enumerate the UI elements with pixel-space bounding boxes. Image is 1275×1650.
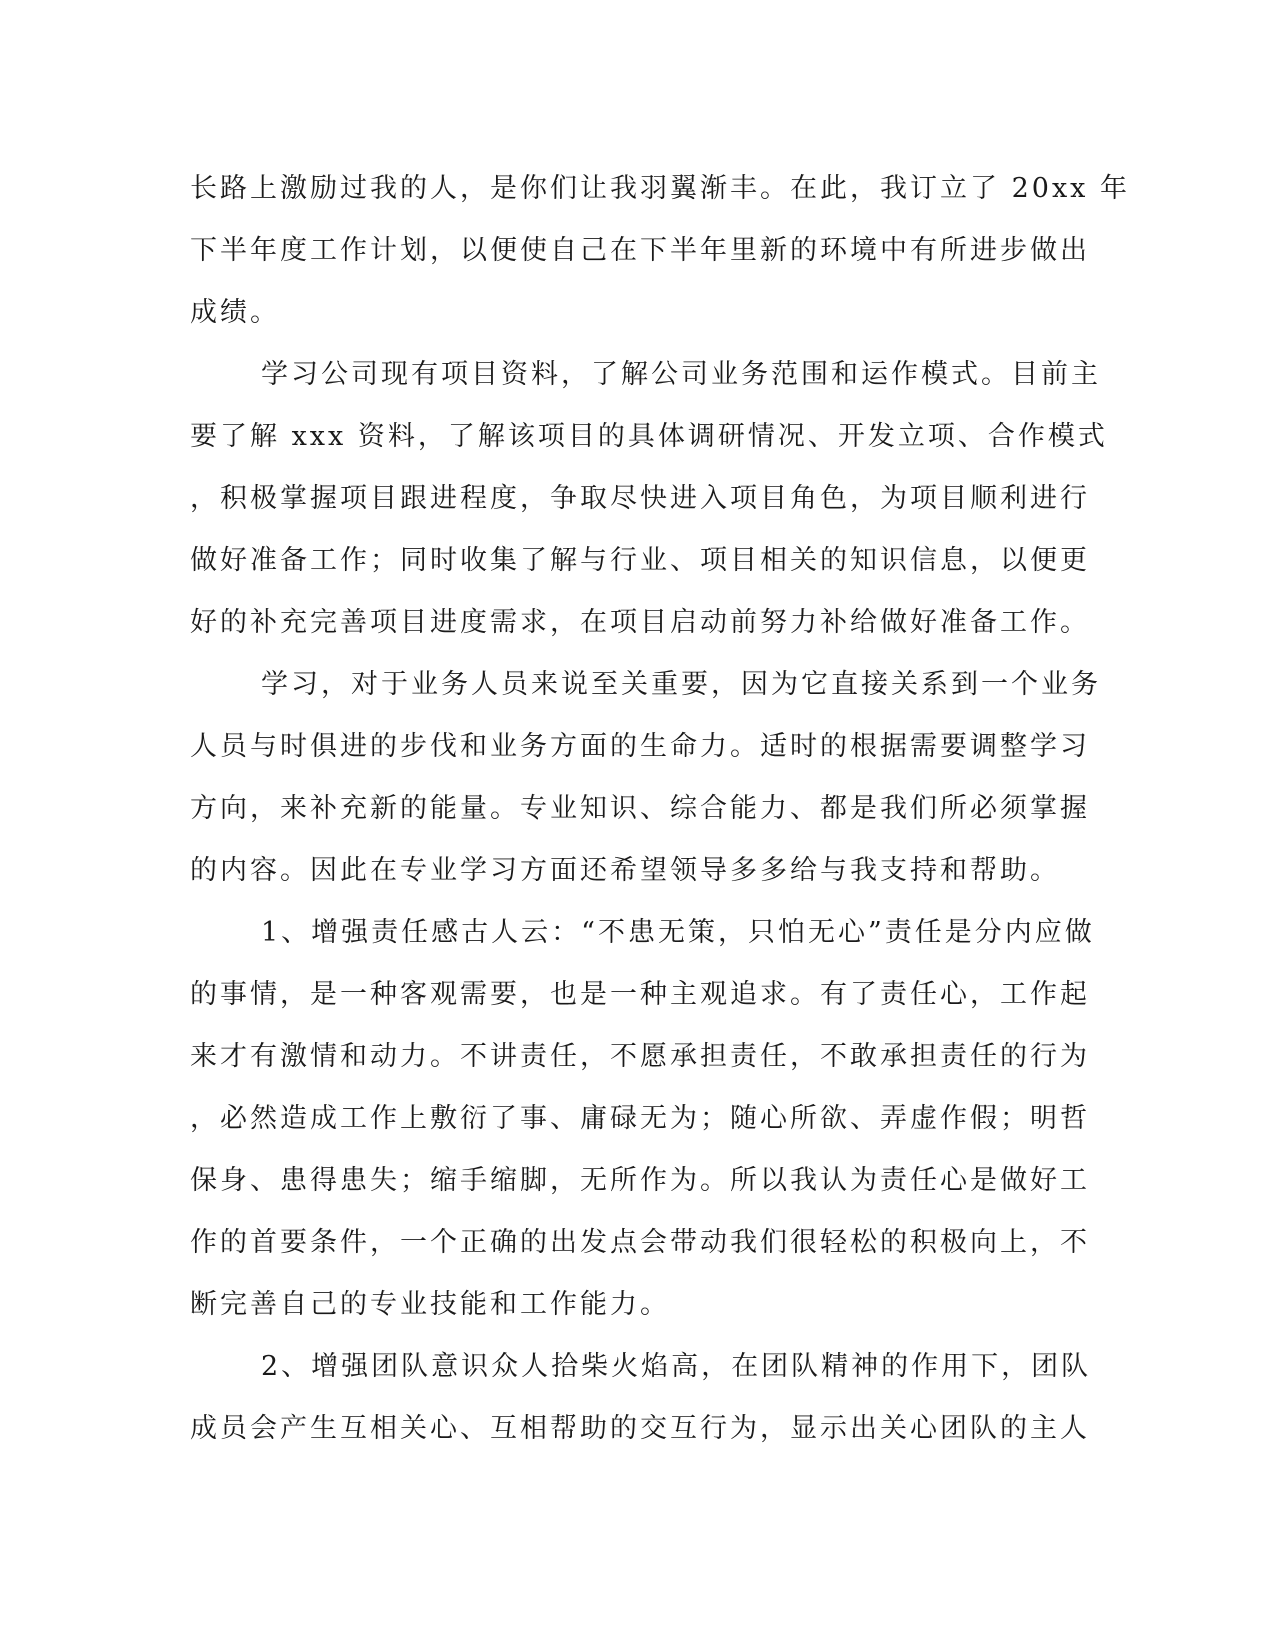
text-line: 成员会产生互相关心、互相帮助的交互行为，显示出关心团队的主人 <box>190 1413 1090 1444</box>
text-line: 人员与时俱进的步伐和业务方面的生命力。适时的根据需要调整学习 <box>190 731 1090 762</box>
text-line: ，必然造成工作上敷衍了事、庸碌无为；随心所欲、弄虚作假；明哲 <box>190 1103 1090 1134</box>
paragraph-first-line: 2、增强团队意识众人拾柴火焰高，在团队精神的作用下，团队 <box>261 1351 1092 1382</box>
text-line: ，积极掌握项目跟进程度，争取尽快进入项目角色，为项目顺利进行 <box>190 483 1090 514</box>
text-line: 作的首要条件，一个正确的出发点会带动我们很轻松的积极向上，不 <box>190 1227 1090 1258</box>
text-line: 方向，来补充新的能量。专业知识、综合能力、都是我们所必须掌握 <box>190 793 1090 824</box>
text-line: 下半年度工作计划，以便使自己在下半年里新的环境中有所进步做出 <box>190 235 1090 266</box>
text-line: 断完善自己的专业技能和工作能力。 <box>190 1289 670 1320</box>
text-line: 好的补充完善项目进度需求，在项目启动前努力补给做好准备工作。 <box>190 607 1090 638</box>
body-text <box>190 158 1130 1460</box>
text-line: 做好准备工作；同时收集了解与行业、项目相关的知识信息，以便更 <box>190 545 1090 576</box>
text-line: 来才有激情和动力。不讲责任，不愿承担责任，不敢承担责任的行为 <box>190 1041 1090 1072</box>
paragraph-first-line: 1、增强责任感古人云：“不患无策，只怕无心”责任是分内应做 <box>261 917 1095 948</box>
text-line: 要了解 xxx 资料，了解该项目的具体调研情况、开发立项、合作模式 <box>190 421 1108 452</box>
paragraph-first-line: 学习公司现有项目资料，了解公司业务范围和运作模式。目前主 <box>261 359 1101 390</box>
text-line: 成绩。 <box>190 297 280 328</box>
paragraph-first-line: 学习，对于业务人员来说至关重要，因为它直接关系到一个业务 <box>261 669 1101 700</box>
text-line: 长路上激励过我的人，是你们让我羽翼渐丰。在此，我订立了 20xx 年 <box>190 173 1130 204</box>
text-line: 的事情，是一种客观需要，也是一种主观追求。有了责任心，工作起 <box>190 979 1090 1010</box>
text-line: 保身、患得患失；缩手缩脚，无所作为。所以我认为责任心是做好工 <box>190 1165 1090 1196</box>
text-line: 的内容。因此在专业学习方面还希望领导多多给与我支持和帮助。 <box>190 855 1060 886</box>
